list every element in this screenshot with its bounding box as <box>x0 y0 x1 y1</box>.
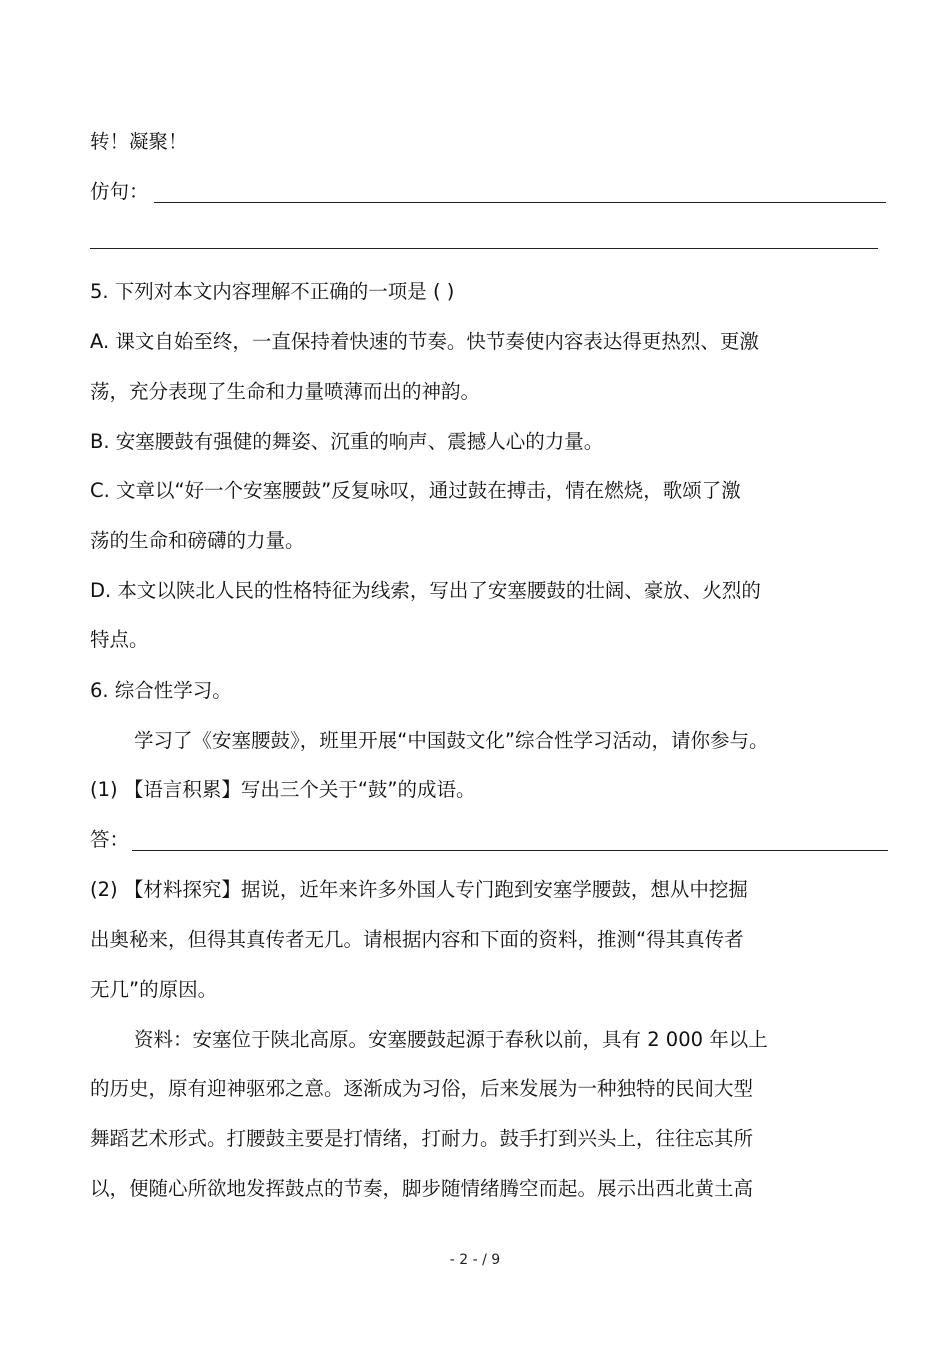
question-6-1: (1) 【语言积累】写出三个关于“鼓”的成语。 <box>90 778 476 801</box>
question-6-2-cont: 出奥秘来，但得其真传者无几。请根据内容和下面的资料，推测“得其真传者 <box>90 928 744 951</box>
question-5: 5. 下列对本文内容理解不正确的一项是 ( ) <box>90 280 455 303</box>
option-d: D. 本文以陕北人民的性格特征为线索，写出了安塞腰鼓的壮阔、豪放、火烈的 <box>90 579 761 602</box>
question-6-2: (2) 【材料探究】据说，近年来许多外国人专门跑到安塞学腰鼓，想从中挖掘 <box>90 878 748 901</box>
option-a-cont: 荡，充分表现了生命和力量喷薄而出的神韵。 <box>90 380 481 403</box>
answer-line[interactable] <box>132 850 888 851</box>
question-6-intro: 学习了《安塞腰鼓》，班里开展“中国鼓文化”综合性学习活动，请你参与。 <box>134 729 769 752</box>
question-6-2-cont-2: 无几”的原因。 <box>90 978 218 1001</box>
material-line: 资料：安塞位于陕北高原。安塞腰鼓起源于春秋以前，具有 2 000 年以上 <box>134 1028 768 1051</box>
imitation-answer-line-2[interactable] <box>90 248 878 249</box>
material-line: 舞蹈艺术形式。打腰鼓主要是打情绪，打耐力。鼓手打到兴头上，往往忘其所 <box>90 1127 754 1150</box>
page-number: - 2 - / 9 <box>449 1252 501 1268</box>
question-6: 6. 综合性学习。 <box>90 679 232 702</box>
imitation-answer-line[interactable] <box>154 202 886 203</box>
text-line: 转！凝聚！ <box>90 130 188 153</box>
option-c: C. 文章以“好一个安塞腰鼓”反复咏叹，通过鼓在搏击，情在燃烧，歌颂了激 <box>90 479 741 502</box>
option-b: B. 安塞腰鼓有强健的舞姿、沉重的响声、震撼人心的力量。 <box>90 430 604 453</box>
imitation-label: 仿句： <box>90 180 149 203</box>
answer-label: 答： <box>90 828 130 851</box>
material-line: 以，便随心所欲地发挥鼓点的节奏，脚步随情绪腾空而起。展示出西北黄土高 <box>90 1177 754 1200</box>
material-line: 的历史，原有迎神驱邪之意。逐渐成为习俗，后来发展为一种独特的民间大型 <box>90 1077 754 1100</box>
option-d-cont: 特点。 <box>90 628 149 651</box>
option-c-cont: 荡的生命和磅礴的力量。 <box>90 529 305 552</box>
option-a: A. 课文自始至终，一直保持着快速的节奏。快节奏使内容表达得更热烈、更激 <box>90 330 759 353</box>
